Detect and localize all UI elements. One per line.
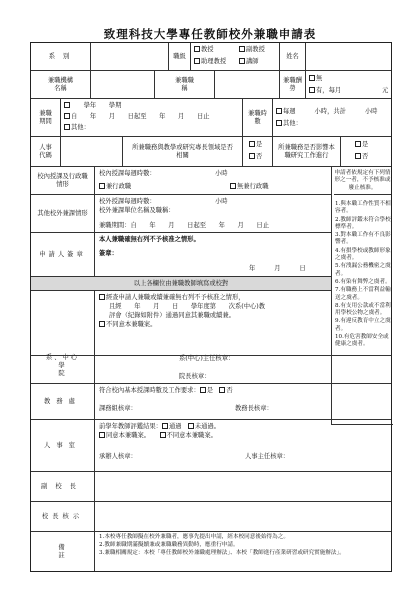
form-title: 致理科技大學專任教師校外兼職申請表 [103,27,317,41]
checkbox-eval-fail[interactable] [188,423,194,429]
row-period [31,99,391,137]
checkbox-prof[interactable] [194,46,200,52]
checkbox-admin-no[interactable] [230,183,236,189]
vice-label: 副校長 [31,472,95,501]
dept-label: 系 別 [31,43,91,70]
personnel-label: 人事室 [31,420,95,471]
checkbox-dept-agree[interactable] [99,294,105,300]
code-label: 人事代碼 [31,137,61,166]
checkbox-weekly[interactable] [276,108,282,114]
row-academic [31,384,391,420]
side-item: 4.有損學校或教師形象之虞者。 [335,247,391,262]
dept-review-fields: 經查申請人兼職或續兼確無右列不予核准之情形， 且經 年 月 日 學年度第 次系(中心)教 評會（紀錄如附件）通過同意其兼職或續兼。 不同意本兼職案。 系(中心)主任核章： [95,291,331,425]
affect-options: 是 否 [341,137,393,166]
side-item: 10.有危害教師安全或健康之虞者。 [335,334,389,348]
row-vice [31,472,391,502]
dept-review-label: 系、中心 [31,291,95,425]
dept-field[interactable] [91,43,169,70]
notes-fields [95,532,391,571]
row-college [31,356,391,384]
checkbox-teach-no[interactable] [219,387,225,393]
checkbox-related-yes[interactable] [249,141,255,147]
row-code [31,137,391,167]
period-label: 兼職期間 [31,99,61,136]
related-question: 所兼職務與教學或研究專長領域是否相關 [123,137,243,166]
job-field[interactable] [215,71,280,98]
side-item: 3.對本職工作有不良影響者。 [335,232,391,246]
checkbox-pay-has[interactable] [309,87,315,93]
period-options: 學年 學期 自 年 月 日起至 年 月 日止 其他： [61,99,243,136]
section-bar [31,277,331,291]
president-field[interactable] [95,502,391,531]
side-item: 1.與本職工作性質不相容者。 [335,201,391,215]
hours-label: 兼職時數 [243,99,273,136]
rank-label: 職級 [169,43,191,70]
side-item: 6.有染有舞弊之虞者。 [335,278,391,285]
teaching-label: 校內授課及行政職情形 [31,167,95,194]
checkbox-affect-yes[interactable] [355,141,361,147]
org-label: 兼職機構名稱 [31,71,91,98]
checkbox-asst[interactable] [194,58,200,64]
row-org [31,71,391,99]
checkbox-term[interactable] [64,102,70,108]
college-label: 學院 [31,356,95,383]
note-1: 1.本校專任教師擬在校外兼職者，應事先提出申請，經本校同意後始得為之。 [99,534,289,540]
affect-question: 所兼職務是否影響本職研究工作進行 [273,137,341,166]
side-item: 2.教師評鑑未符合學校標準者。 [335,216,391,230]
checkbox-hr-agree[interactable] [99,432,105,438]
vice-field[interactable] [95,472,391,501]
row-applicant [31,233,331,277]
hours-options: 每週 小時，共計 小時 其他： [273,99,393,136]
checkbox-period-other[interactable] [64,124,70,130]
checkbox-eval-pass[interactable] [162,423,168,429]
name-label: 姓名 [280,43,306,70]
side-item: 8.有支用公款或不當利用學校公物之虞者。 [335,302,391,317]
checkbox-pay-none[interactable] [309,75,315,81]
code-field[interactable] [61,137,123,166]
row-personnel [31,420,391,472]
checkbox-hours-other[interactable] [276,120,282,126]
side-head: 申請者依規定有下列情形之一者，不予核准或廢止核准。 [334,170,391,195]
checkbox-date-range[interactable] [64,113,70,119]
side-item: 9.有違反教育中立之虞者。 [335,318,391,332]
applicant-fields: 本人兼職確無右列不予核准之情形。 簽章： 年 月 日 [99,236,306,272]
president-label: 校長核示 [31,502,95,531]
college-fields: 院長核章： [179,373,211,380]
row-teaching [31,167,331,195]
side-items [335,201,391,350]
note-2: 2.教師兼職期滿擬續兼或兼職職務異動時，應重行申請。 [99,542,239,548]
notes-label: 備註 [31,532,95,571]
teaching-fields: 校內授課每週時數： 小時 兼行政職 無兼行政職 [99,170,269,190]
form-lower [30,355,392,572]
rank-options: 教授 副教授 助理教授 講師 [191,43,280,70]
pay-options: 無 有，每月 元 [306,71,393,98]
checkbox-hr-disagree[interactable] [160,432,166,438]
side-item: 7.有職務上不當利益輸送之虞者。 [335,287,391,301]
academic-label: 教務處 [31,384,95,419]
checkbox-assoc[interactable] [239,46,245,52]
name-field[interactable] [306,43,393,70]
job-label: 兼職職稱 [155,71,215,98]
checkbox-dept-disagree[interactable] [99,321,105,327]
academic-fields: 符合校內基本授課時數及工作要求： 是 否 課務組核章： 教務長核章： [99,387,273,412]
related-options: 是 否 [243,137,273,166]
org-field[interactable] [91,71,155,98]
applicant-label: 申請人簽章 [31,233,95,276]
checkbox-related-no[interactable] [249,153,255,159]
row-outside [31,195,331,233]
side-item: 5.有洩漏公務機密之虞者。 [335,263,391,277]
row-president [31,502,391,532]
checkbox-admin-yes[interactable] [99,183,105,189]
personnel-fields: 前學年教師評鑑結果： 通過 未通過。 同意本兼職案。 不同意本兼職案。 承辦人核章： 人事主任核章： [99,423,290,460]
outside-fields: 校外授課每週時數： 小時 校外兼課單位名稱及職稱： 兼職期間：自 年 月 日起至 年 月 日止 [99,198,270,229]
checkbox-affect-no[interactable] [355,153,361,159]
checkbox-teach-yes[interactable] [200,387,206,393]
outside-label: 其他校外兼課情形 [31,195,95,232]
section-text: 以上各欄位由兼職教師填寫或校對 [133,279,229,287]
checkbox-lect[interactable] [239,58,245,64]
row-dept [31,43,391,71]
note-3: 3.兼職相關規定：本校「專任教師校外兼職處理辦法」、本校「教師進行產業研習或研究實施辦法」。 [99,550,345,556]
pay-label: 兼職酬勞 [280,71,306,98]
row-notes [31,532,391,571]
